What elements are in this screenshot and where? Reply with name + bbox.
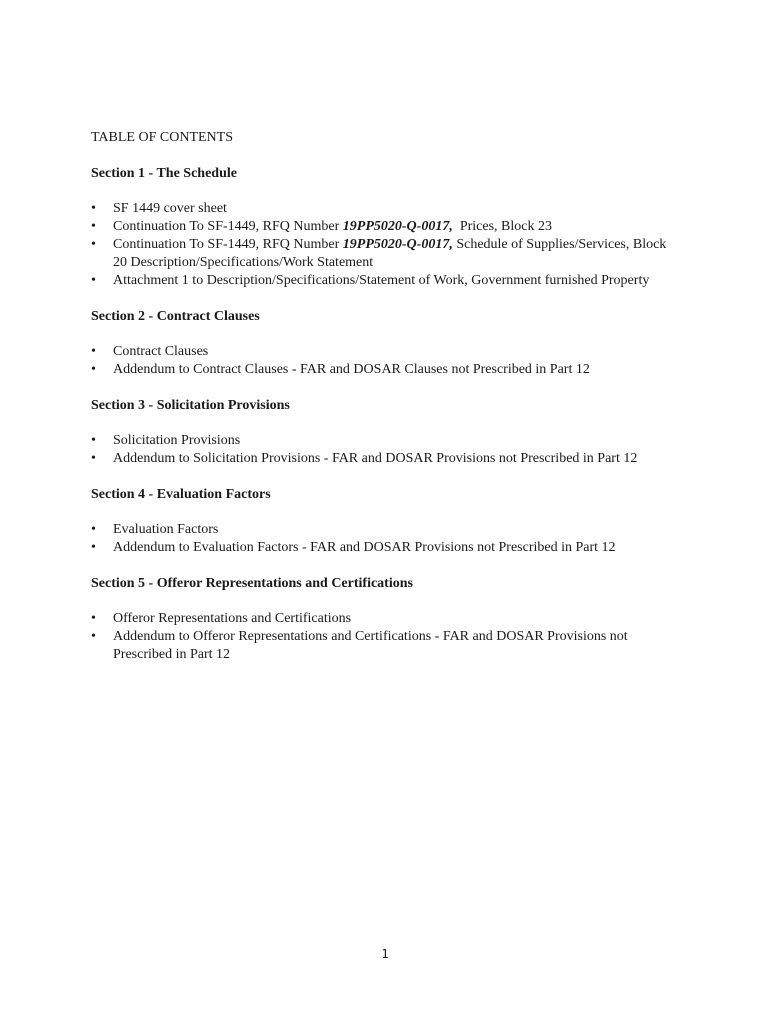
section-heading: Section 1 - The Schedule bbox=[91, 166, 237, 181]
section-item-list bbox=[91, 610, 681, 664]
list-item bbox=[91, 450, 681, 468]
bullet-icon: • bbox=[91, 522, 96, 537]
list-item-text: SF 1449 cover sheet bbox=[113, 201, 227, 216]
section-item-list bbox=[91, 200, 681, 290]
list-item-text: Evaluation Factors bbox=[113, 522, 219, 537]
list-item bbox=[91, 361, 681, 379]
list-item bbox=[91, 539, 681, 557]
list-item bbox=[91, 218, 681, 236]
table-of-contents bbox=[91, 129, 681, 682]
section-heading: Section 5 - Offeror Representations and Certifications bbox=[91, 576, 413, 591]
bullet-icon: • bbox=[91, 611, 96, 626]
toc-sections bbox=[91, 165, 681, 664]
bullet-icon: • bbox=[91, 433, 96, 448]
list-item bbox=[91, 343, 681, 361]
bullet-icon: • bbox=[91, 201, 96, 216]
bullet-icon: • bbox=[91, 273, 96, 288]
list-item-text: Attachment 1 to Description/Specifications/Statement of Work, Government furnished Property bbox=[113, 273, 650, 288]
list-item bbox=[91, 521, 681, 539]
bullet-icon: • bbox=[91, 344, 96, 359]
bullet-icon: • bbox=[91, 451, 96, 466]
bullet-icon: • bbox=[91, 362, 96, 377]
bullet-icon: • bbox=[91, 629, 96, 644]
section-item-list bbox=[91, 343, 681, 379]
section-heading: Section 2 - Contract Clauses bbox=[91, 309, 260, 324]
list-item bbox=[91, 432, 681, 450]
section-item-list bbox=[91, 432, 681, 468]
section-item-list bbox=[91, 521, 681, 557]
section-heading: Section 4 - Evaluation Factors bbox=[91, 487, 271, 502]
list-item-text: Contract Clauses bbox=[113, 344, 209, 359]
list-item-text: Offeror Representations and Certifications bbox=[113, 611, 352, 626]
list-item-text: Addendum to Solicitation Provisions - FAR and DOSAR Provisions not Prescribed in Part 12 bbox=[113, 451, 638, 466]
list-item-text: Schedule of Supplies/Services, Block 20 Description/Specifications/Work Statement bbox=[113, 237, 670, 270]
section-heading: Section 3 - Solicitation Provisions bbox=[91, 398, 290, 413]
list-item bbox=[91, 236, 681, 272]
list-item bbox=[91, 200, 681, 218]
list-item-text: Addendum to Offeror Representations and Certifications - FAR and DOSAR Provisions not Prescribed in Part 12 bbox=[113, 629, 628, 662]
toc-title: TABLE OF CONTENTS bbox=[91, 130, 233, 145]
bullet-icon: • bbox=[91, 237, 96, 252]
rfq-number: 19PP5020-Q-0017, bbox=[342, 237, 453, 252]
list-item bbox=[91, 628, 681, 664]
bullet-icon: • bbox=[91, 540, 96, 555]
list-item-text: Continuation To SF-1449, RFQ Number bbox=[113, 219, 343, 234]
list-item-text: Addendum to Evaluation Factors - FAR and DOSAR Provisions not Prescribed in Part 12 bbox=[113, 540, 616, 555]
bullet-icon: • bbox=[91, 219, 96, 234]
list-item-text: Prices, Block 23 bbox=[452, 219, 552, 234]
list-item bbox=[91, 610, 681, 628]
list-item-text: Solicitation Provisions bbox=[113, 433, 241, 448]
list-item-text: Continuation To SF-1449, RFQ Number bbox=[113, 237, 343, 252]
list-item bbox=[91, 272, 681, 290]
rfq-number: 19PP5020-Q-0017, bbox=[342, 219, 453, 234]
page-number: 1 bbox=[381, 947, 389, 961]
list-item-text: Addendum to Contract Clauses - FAR and DOSAR Clauses not Prescribed in Part 12 bbox=[113, 362, 590, 377]
